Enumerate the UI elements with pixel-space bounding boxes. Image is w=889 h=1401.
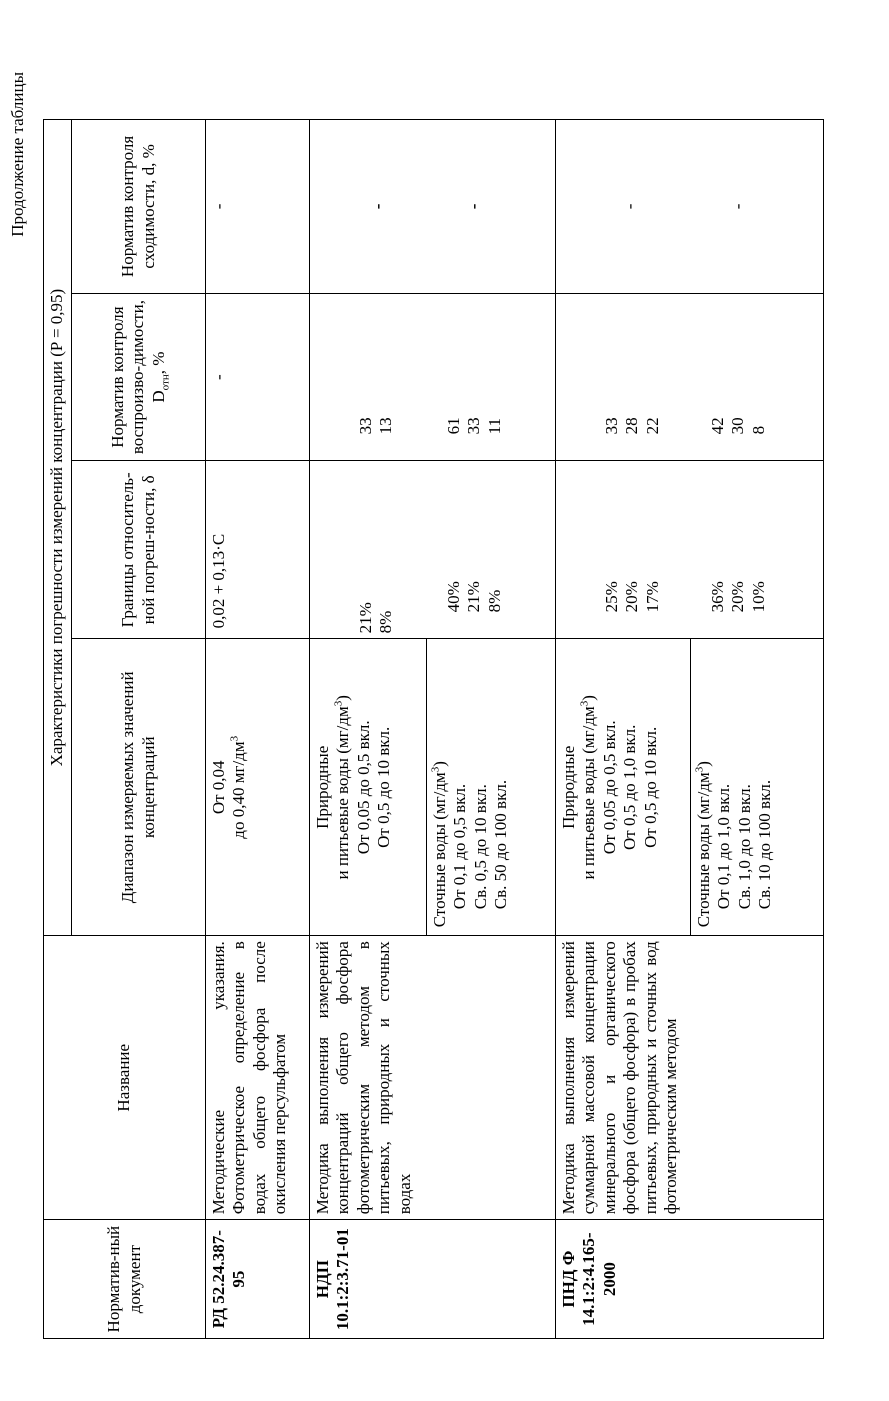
row3-g2-repro-2: 8 [748,425,768,435]
header-reproducibility: Норматив контроля воспроизво-димости, $D_{отн}$, % [72,293,206,460]
row2-g1-repro-0: 33 [356,417,375,435]
row2-g1-delta-1: 8% [376,610,396,634]
row3-g1-title2: и питьевые воды (мг/дм [579,706,599,880]
row3-doc: ПНД Ф 14.1:2:4.165-2000 [556,1220,824,1339]
row3-delta [556,461,824,639]
header-characteristics: Характеристики погрешности измерений концентрации (P = 0,95) [44,120,72,936]
row2-delta-group2 [420,461,505,638]
header-range: Диапазон измеряемых значений концентраций [72,639,206,936]
row3-g2-delta-2: 10% [748,581,768,613]
row3-range-group1 [556,639,690,935]
row3-g2-range-2: Св. 10 до 100 вкл. [755,779,775,910]
row2-g2-repro-0: 61 [444,417,463,435]
row2-g1-title-end: ) [333,695,353,701]
row1-range-line2: до 0,40 мг/дм [229,741,249,839]
row1-range-line2-wrap [229,644,249,930]
row1-conv: - [206,120,310,294]
row3-g1-sup: 3 [578,700,591,707]
row1-delta: 0,02 + 0,13·C [206,461,310,639]
row3-g1-repro-2: 22 [642,417,662,435]
row1-range [206,639,310,936]
row3-g2-conv: - [728,203,747,210]
row2-g2-delta-1: 21% [464,581,484,613]
row2-g1-title2-wrap [333,644,353,930]
row3-range [556,639,824,936]
row1-repro: - [206,293,310,460]
row2-g2-repro-2: 11 [484,417,504,435]
row3-g1-repro-0: 33 [602,417,621,435]
header-reproducibility-sub: отн [159,374,172,391]
row3-range-group2 [690,639,779,935]
row3-conv [556,120,824,294]
row2-delta [310,461,556,639]
row2-range [310,639,556,936]
row3-g2-repro-1: 30 [728,417,748,435]
row2-g1-title1: Природные [313,745,332,829]
row3-name: Методика выполнения измерений суммарной массовой концентрации минерального и органического фосфора (общего фосфора) в пробах питьевых, природных и сточных вод фотометрическим методом [556,936,824,1220]
row2-name: Методика выполнения измерений концентраций общего фосфора фотометрическим методом в питьевых, природных и сточных водах [310,936,556,1220]
row2-g2-title-end: ) [430,761,449,767]
row2-g2-range-0: От 0,1 до 0,5 вкл. [450,783,470,910]
row3-g1-delta-1: 20% [622,581,642,613]
row3-g1-delta-2: 17% [642,581,662,613]
row2-g1-sup: 3 [332,700,345,707]
row2-g2-delta-0: 40% [444,581,463,613]
row3-g1-range-2: От 0,5 до 10 вкл. [640,726,660,848]
row2-g1-repro-1: 13 [376,417,396,435]
row2-delta-group1 [310,461,420,638]
row3-g1-delta-0: 25% [602,581,621,613]
header-delta: Границы относитель-ной погреш-ности, δ [72,461,206,639]
row3-g1-range-1: От 0,5 до 1,0 вкл. [620,724,640,850]
error-characteristics-table [43,119,824,1339]
row2-g1-conv: - [368,203,387,210]
row3-g1-repro-1: 28 [622,417,642,435]
row2-g2-repro-1: 33 [464,417,484,435]
row3-g1-conv: - [620,203,639,210]
table-continuation-caption: Продолжение таблицы [8,72,27,237]
row2-doc: НДП 10.1:2:3.71-01 [310,1220,556,1339]
row2-repro-group2 [420,294,505,460]
table-row [556,120,824,1339]
row3-g1-title-end: ) [579,695,599,701]
row1-range-line1: От 0,04 [209,760,228,815]
row3-delta-group1 [556,461,684,638]
row3-g2-range-0: От 0,1 до 1,0 вкл. [714,783,734,910]
header-reproducibility-text: Норматив контроля воспроизво-димости, D [107,300,168,455]
row2-g1-range-0: От 0,05 до 0,5 вкл. [353,720,373,855]
row2-repro-group1 [310,294,420,460]
row3-g2-range-1: Св. 1,0 до 10 вкл. [734,784,754,910]
row1-name: Методические указания. Фотометрическое определение в водах общего фосфора после окисления персульфатом [206,936,310,1220]
row2-range-group1 [310,639,426,935]
row3-g2-title-end: ) [694,761,713,767]
row3-g2-repro-0: 42 [708,417,727,435]
row2-g2-sup: 3 [429,766,442,773]
row3-g2-title: Сточные воды (мг/дм [694,772,713,928]
row3-g2-delta-0: 36% [708,581,727,613]
row2-g2-delta-2: 8% [484,589,504,613]
row3-g1-title1: Природные [559,745,578,829]
row2-g1-range-1: От 0,5 до 10 вкл. [374,726,394,848]
row3-g1-range-0: От 0,05 до 0,5 вкл. [599,720,619,855]
row2-g2-title-wrap [430,644,450,927]
row2-repro [310,293,556,460]
row3-repro-group2 [684,294,769,460]
row3-g2-title-wrap [694,644,714,927]
row2-g2-range-2: Св. 50 до 100 вкл. [491,779,511,910]
row2-g2-conv: - [464,203,483,210]
header-reproducibility-unit: % [148,351,168,366]
row3-g2-sup: 3 [693,766,706,773]
row2-g1-delta-0: 21% [356,602,375,634]
row3-delta-group2 [684,461,769,638]
header-doc: Норматив-ный документ [44,1220,206,1339]
table-row [310,120,556,1339]
row2-g2-range-1: Св. 0,5 до 10 вкл. [470,784,490,910]
row3-g2-delta-1: 20% [728,581,748,613]
row3-repro [556,293,824,460]
row3-g1-title2-wrap [579,644,599,930]
row1-range-sup: 3 [228,735,241,742]
row2-conv [310,120,556,294]
table-row [206,120,310,1339]
row1-doc: РД 52.24.387-95 [206,1220,310,1339]
header-convergence: Норматив контроля сходимости, d, % [72,120,206,294]
row2-range-group2 [426,639,515,935]
row3-repro-group1 [556,294,684,460]
header-row-1 [44,120,72,1339]
row2-g2-title: Сточные воды (мг/дм [430,772,449,928]
row2-g1-title2: и питьевые воды (мг/дм [333,706,353,880]
header-name: Название [44,936,206,1220]
